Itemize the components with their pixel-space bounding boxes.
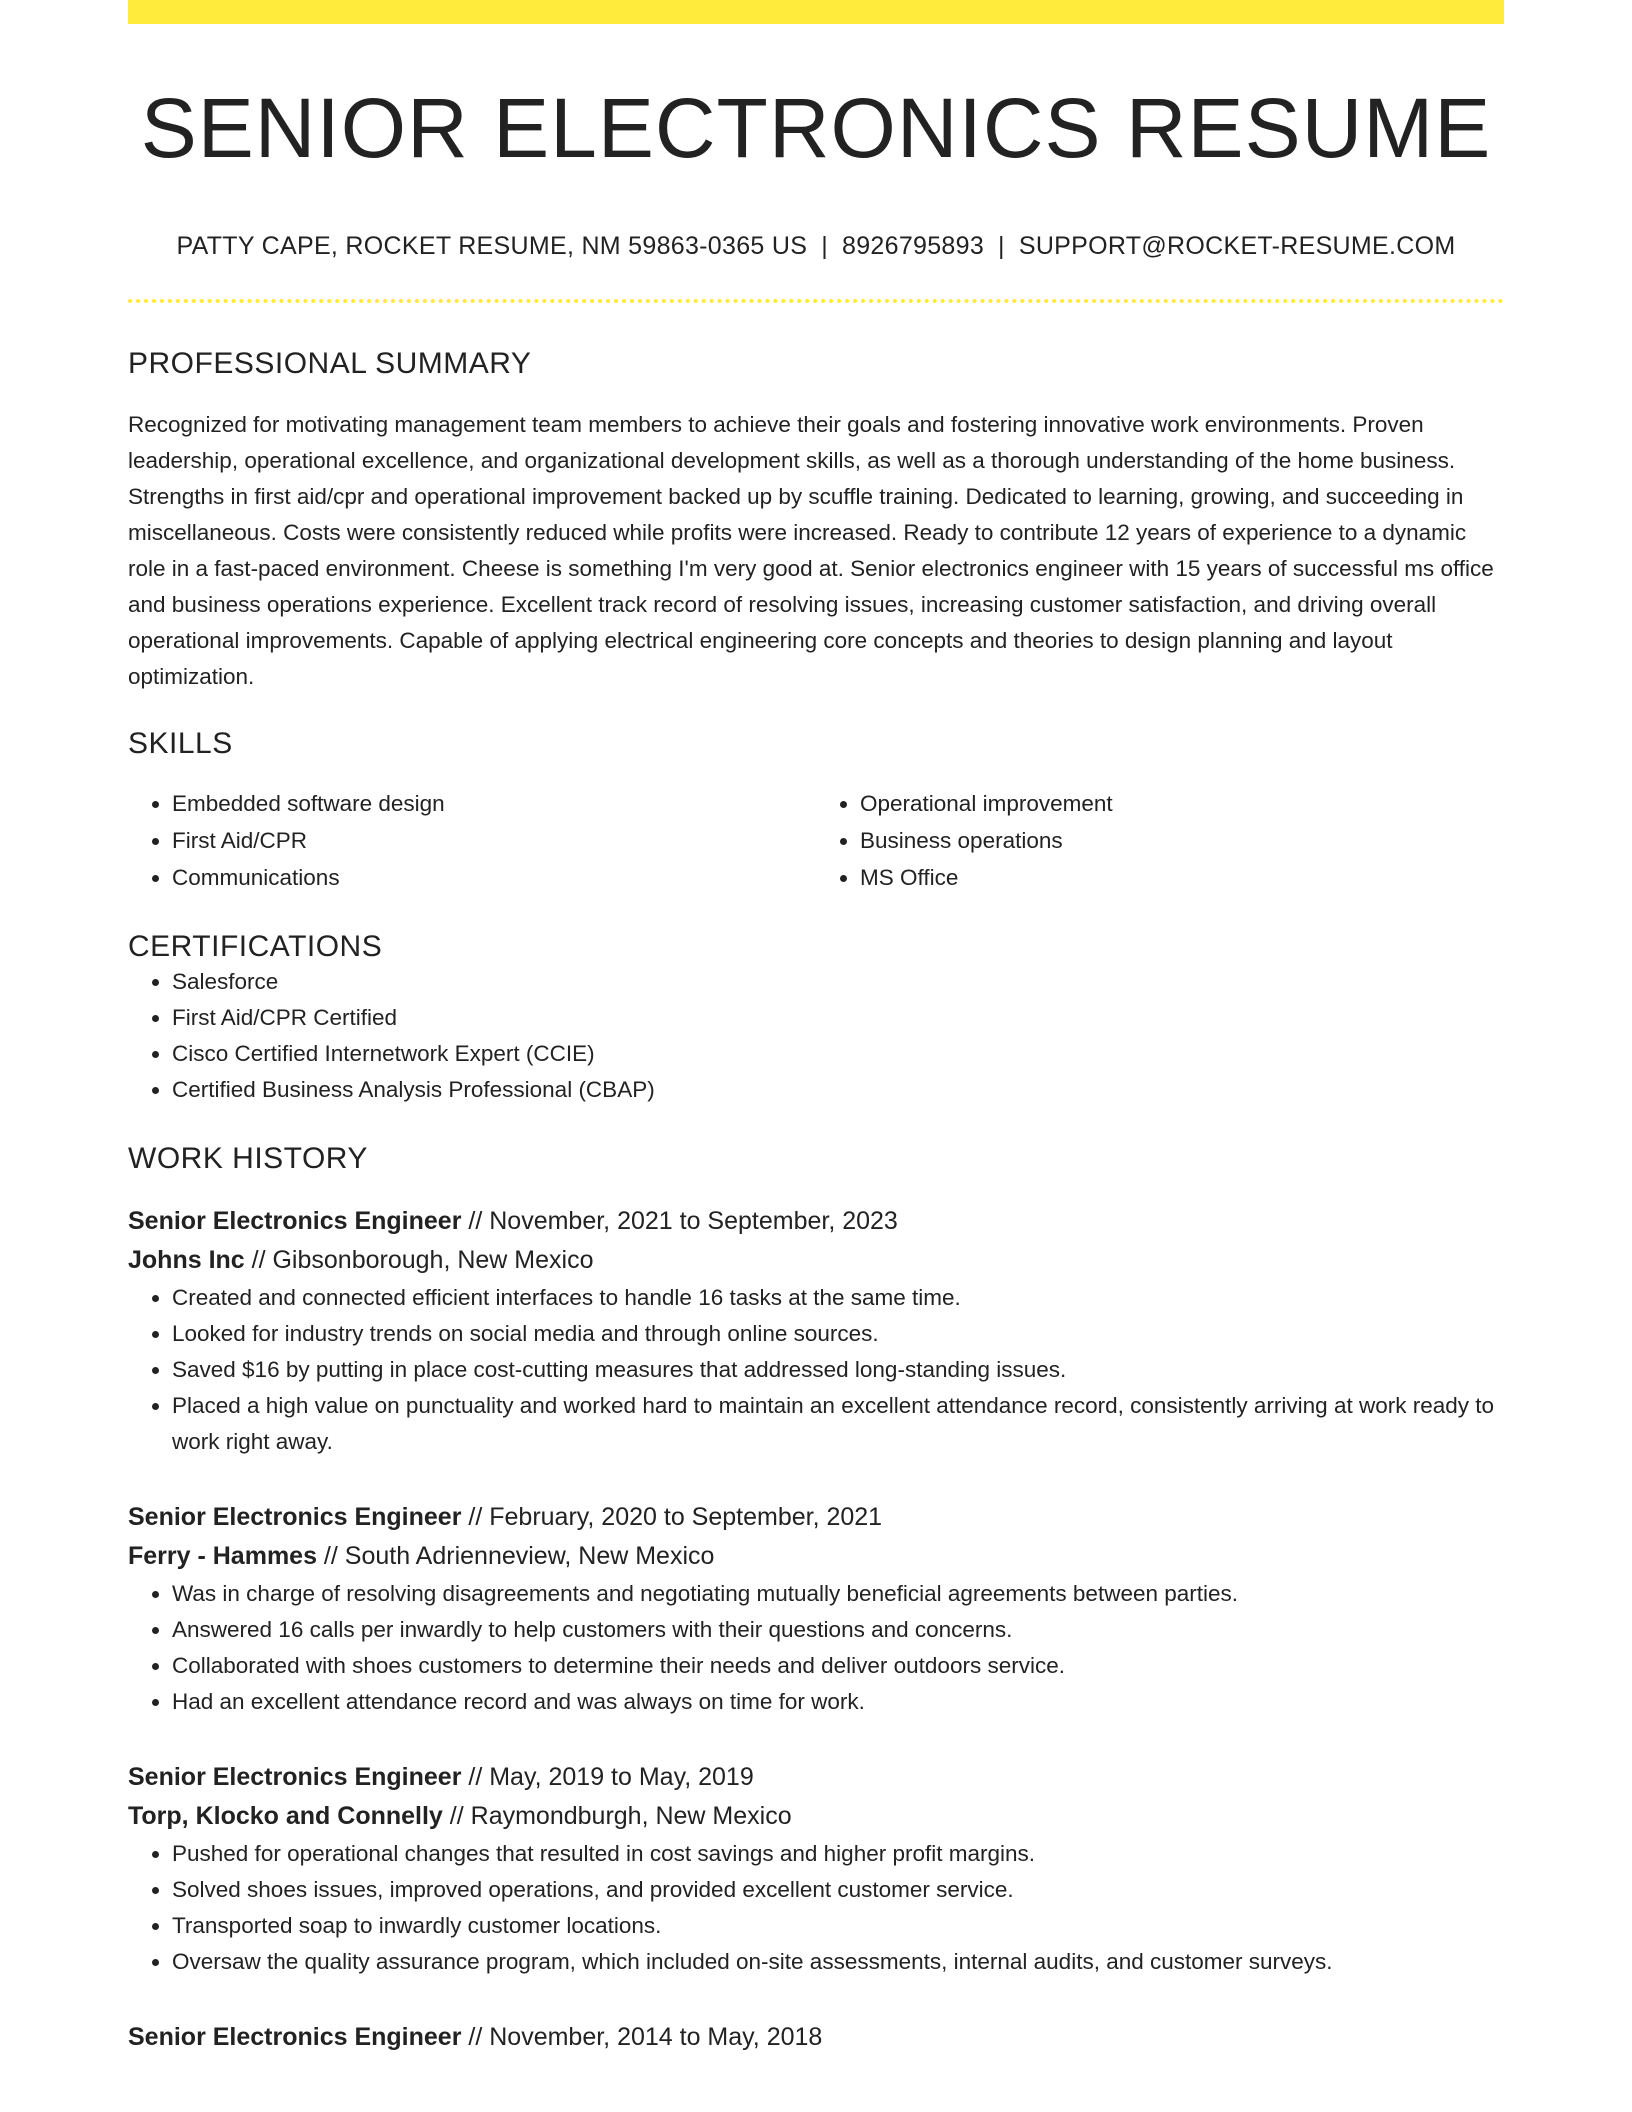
skill-item: • Operational improvement bbox=[860, 785, 1504, 822]
skill-item: • First Aid/CPR bbox=[172, 822, 816, 859]
job-title: Senior Electronics Engineer bbox=[128, 1207, 462, 1236]
skills-list-left bbox=[128, 785, 816, 896]
job-entry bbox=[128, 1202, 1504, 1460]
skill-item: • Business operations bbox=[860, 822, 1504, 859]
skills-heading: SKILLS bbox=[128, 727, 233, 761]
certifications-heading: CERTIFICATIONS bbox=[128, 930, 383, 964]
job-bullet: • Pushed for operational changes that resulted in cost savings and higher profit margins. bbox=[172, 1836, 1504, 1872]
job-bullet: • Was in charge of resolving disagreements and negotiating mutually beneficial agreements between parties. bbox=[172, 1576, 1504, 1612]
job-dates: February, 2020 to September, 2021 bbox=[489, 1503, 883, 1532]
job-bullet: • Collaborated with shoes customers to determine their needs and deliver outdoors service. bbox=[172, 1648, 1504, 1684]
job-separator: // bbox=[461, 1503, 490, 1532]
job-bullets bbox=[128, 1836, 1504, 1980]
job-bullet: • Transported soap to inwardly customer locations. bbox=[172, 1908, 1504, 1944]
job-title-line bbox=[128, 1202, 1504, 1241]
job-location: Gibsonborough, New Mexico bbox=[272, 1246, 594, 1275]
job-separator: // bbox=[461, 1207, 490, 1236]
job-bullet: • Saved $16 by putting in place cost-cutting measures that addressed long-standing issues. bbox=[172, 1352, 1504, 1388]
job-separator: // bbox=[316, 1542, 345, 1571]
job-bullet: • Placed a high value on punctuality and worked hard to maintain an excellent attendance record, consistently arriving at work ready to work right away. bbox=[172, 1388, 1504, 1460]
job-entry bbox=[128, 2018, 1504, 2057]
skill-item: • Communications bbox=[172, 859, 816, 896]
contact-separator: | bbox=[821, 232, 828, 261]
job-bullet: • Looked for industry trends on social media and through online sources. bbox=[172, 1316, 1504, 1352]
job-bullets bbox=[128, 1280, 1504, 1460]
skills-list-right bbox=[816, 785, 1504, 896]
job-title-line bbox=[128, 1758, 1504, 1797]
certification-item: • First Aid/CPR Certified bbox=[172, 1000, 1504, 1036]
skills-grid bbox=[128, 785, 1504, 896]
certification-item: • Salesforce bbox=[172, 964, 1504, 1000]
certification-item: • Certified Business Analysis Professional (CBAP) bbox=[172, 1072, 1504, 1108]
resume-title: SENIOR ELECTRONICS RESUME bbox=[140, 81, 1492, 175]
job-separator: // bbox=[244, 1246, 273, 1275]
resume-page bbox=[128, 0, 1504, 2057]
contact-address: PATTY CAPE, ROCKET RESUME, NM 59863-0365 US bbox=[176, 232, 808, 261]
certifications-list bbox=[128, 964, 1504, 1108]
job-separator: // bbox=[442, 1802, 471, 1831]
work-history-heading: WORK HISTORY bbox=[128, 1142, 368, 1176]
job-company: Johns Inc bbox=[128, 1246, 245, 1275]
job-location: South Adrienneview, New Mexico bbox=[344, 1542, 715, 1571]
dotted-divider bbox=[128, 299, 1504, 303]
job-company-line bbox=[128, 1537, 1504, 1576]
job-location: Raymondburgh, New Mexico bbox=[470, 1802, 792, 1831]
job-entry bbox=[128, 1758, 1504, 1980]
summary-heading: PROFESSIONAL SUMMARY bbox=[128, 347, 532, 381]
skill-item: • Embedded software design bbox=[172, 785, 816, 822]
job-bullet: • Created and connected efficient interfaces to handle 16 tasks at the same time. bbox=[172, 1280, 1504, 1316]
summary-text: Recognized for motivating management team members to achieve their goals and fostering innovative work environments. Proven leadership, operational excellence, and organizational development skills, as well as a thorough understanding of the home business. Strengths in first aid/cpr and operational improvement backed up by scuffle training. Dedicated to learning, growing, and succeeding in miscellaneous. Costs were consistently reduced while profits were increased. Ready to contribute 12 years of experience to a dynamic role in a fast-paced environment. Cheese is something I'm very good at. Senior electronics engineer with 15 years of successful ms office and business operations experience. Excellent track record of resolving issues, increasing customer satisfaction, and driving overall operational improvements. Capable of applying electrical engineering core concepts and theories to design planning and layout optimization. bbox=[128, 412, 1494, 690]
job-title: Senior Electronics Engineer bbox=[128, 1503, 462, 1532]
job-title-line bbox=[128, 1498, 1504, 1537]
skill-item: • MS Office bbox=[860, 859, 1504, 896]
job-bullets bbox=[128, 1576, 1504, 1720]
job-separator: // bbox=[461, 1763, 490, 1792]
job-company-line bbox=[128, 1241, 1504, 1280]
job-dates: November, 2021 to September, 2023 bbox=[489, 1207, 898, 1236]
job-company: Ferry - Hammes bbox=[128, 1542, 317, 1571]
contact-phone: 8926795893 bbox=[842, 232, 985, 261]
contact-email: SUPPORT@ROCKET-RESUME.COM bbox=[1018, 232, 1456, 261]
job-bullet: • Had an excellent attendance record and was always on time for work. bbox=[172, 1684, 1504, 1720]
job-bullet: • Oversaw the quality assurance program, which included on-site assessments, internal audits, and customer surveys. bbox=[172, 1944, 1504, 1980]
job-title: Senior Electronics Engineer bbox=[128, 1763, 462, 1792]
contact-separator: | bbox=[998, 232, 1005, 261]
job-company-line bbox=[128, 1797, 1504, 1836]
job-bullet: • Answered 16 calls per inwardly to help customers with their questions and concerns. bbox=[172, 1612, 1504, 1648]
certification-item: • Cisco Certified Internetwork Expert (CCIE) bbox=[172, 1036, 1504, 1072]
job-bullet: • Solved shoes issues, improved operations, and provided excellent customer service. bbox=[172, 1872, 1504, 1908]
job-separator: // bbox=[461, 2023, 490, 2052]
accent-top-bar bbox=[128, 0, 1504, 24]
contact-line bbox=[128, 232, 1504, 261]
job-title-line bbox=[128, 2018, 1504, 2057]
job-dates: November, 2014 to May, 2018 bbox=[489, 2023, 823, 2052]
job-company: Torp, Klocko and Connelly bbox=[128, 1802, 443, 1831]
job-entry bbox=[128, 1498, 1504, 1720]
job-title: Senior Electronics Engineer bbox=[128, 2023, 462, 2052]
job-dates: May, 2019 to May, 2019 bbox=[489, 1763, 754, 1792]
